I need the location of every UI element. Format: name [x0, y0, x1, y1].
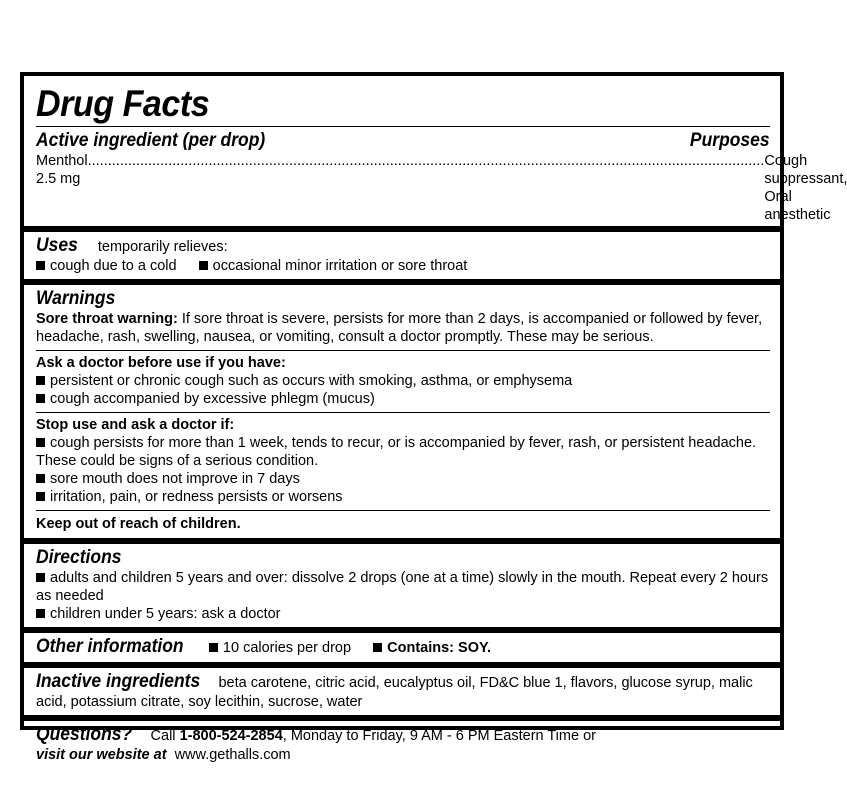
ask-doctor-heading: Ask a doctor before use if you have:	[36, 355, 286, 371]
ingredient-name: Menthol 2.5 mg	[36, 153, 88, 187]
other-information-section	[36, 633, 770, 662]
keep-out-section	[36, 511, 770, 538]
sore-throat-label: Sore throat warning:	[36, 311, 178, 327]
uses-section	[36, 232, 770, 279]
uses-item: occasional minor irritation or sore throat	[212, 258, 468, 274]
directions-heading: Directions	[36, 547, 122, 568]
inactive-ingredients-section	[36, 668, 770, 715]
uses-intro: temporarily relieves:	[97, 239, 228, 255]
purposes-heading: Purposes	[690, 130, 770, 151]
warnings-section	[36, 285, 770, 350]
stop-use-item: irritation, pain, or redness persists or worsens	[50, 489, 343, 505]
bullet-icon	[36, 261, 45, 270]
leader-dots: ........................................................................................................................................................................	[87, 153, 765, 169]
directions-section	[36, 544, 770, 627]
hours-text: , Monday to Friday, 9 AM - 6 PM Eastern Time or	[282, 728, 596, 744]
bullet-icon	[36, 609, 45, 618]
directions-item: adults and children 5 years and over: dissolve 2 drops (one at a time) slowly in the mouth. Repeat every 2 hours as needed	[36, 570, 769, 604]
questions-section	[36, 721, 770, 768]
active-ingredient-section	[36, 127, 847, 226]
call-prefix: Call	[150, 728, 180, 744]
stop-use-item: cough persists for more than 1 week, tends to recur, or is accompanied by fever, rash, or persistent headache. These could be signs of a serious condition.	[36, 435, 757, 469]
questions-heading: Questions?	[36, 724, 133, 745]
sore-throat-warning	[36, 310, 770, 346]
stop-use-section	[36, 413, 770, 510]
bullet-icon	[36, 573, 45, 582]
ingredient-purpose: Cough suppressant, Oral anesthetic	[764, 153, 847, 223]
sore-throat-text: If sore throat is severe, persists for more than 2 days, is accompanied or followed by fever, headache, rash, swelling, nausea, or vomiting, consult a doctor promptly. These may be serious.	[36, 311, 763, 345]
bullet-icon	[36, 492, 45, 501]
other-information-heading: Other information	[36, 636, 184, 657]
website-label: visit our website at	[36, 747, 167, 763]
warnings-heading: Warnings	[36, 288, 116, 309]
stop-use-item: sore mouth does not improve in 7 days	[50, 471, 300, 487]
inactive-ingredients-heading: Inactive ingredients	[36, 671, 201, 692]
uses-heading: Uses	[36, 235, 78, 256]
stop-use-heading: Stop use and ask a doctor if:	[36, 417, 235, 433]
ask-doctor-section	[36, 351, 770, 412]
bullet-icon	[36, 474, 45, 483]
directions-item: children under 5 years: ask a doctor	[50, 606, 281, 622]
active-ingredient-heading: Active ingredient (per drop)	[36, 130, 266, 151]
phone-number[interactable]: 1-800-524-2854	[179, 728, 283, 744]
bullet-icon	[36, 376, 45, 385]
drug-facts-title: Drug Facts	[36, 83, 210, 124]
ask-doctor-item: persistent or chronic cough such as occurs with smoking, asthma, or emphysema	[50, 373, 573, 389]
contains-info: Contains: SOY.	[387, 640, 492, 656]
drug-facts-panel	[20, 72, 847, 763]
bullet-icon	[36, 438, 45, 447]
bullet-icon	[199, 261, 208, 270]
bullet-icon	[36, 394, 45, 403]
inactive-ingredients-text: beta carotene, citric acid, eucalyptus oil, FD&C blue 1, flavors, glucose syrup, malic acid, potassium citrate, soy lecithin, sucrose, water	[36, 675, 753, 710]
bullet-icon	[209, 643, 218, 652]
ask-doctor-item: cough accompanied by excessive phlegm (mucus)	[50, 391, 375, 407]
bullet-icon	[373, 643, 382, 652]
calories-info: 10 calories per drop	[222, 640, 352, 656]
active-ingredient-row	[36, 152, 847, 224]
uses-item: cough due to a cold	[50, 258, 177, 274]
website-link[interactable]: www.gethalls.com	[174, 747, 291, 763]
keep-out-warning: Keep out of reach of children.	[36, 516, 241, 532]
